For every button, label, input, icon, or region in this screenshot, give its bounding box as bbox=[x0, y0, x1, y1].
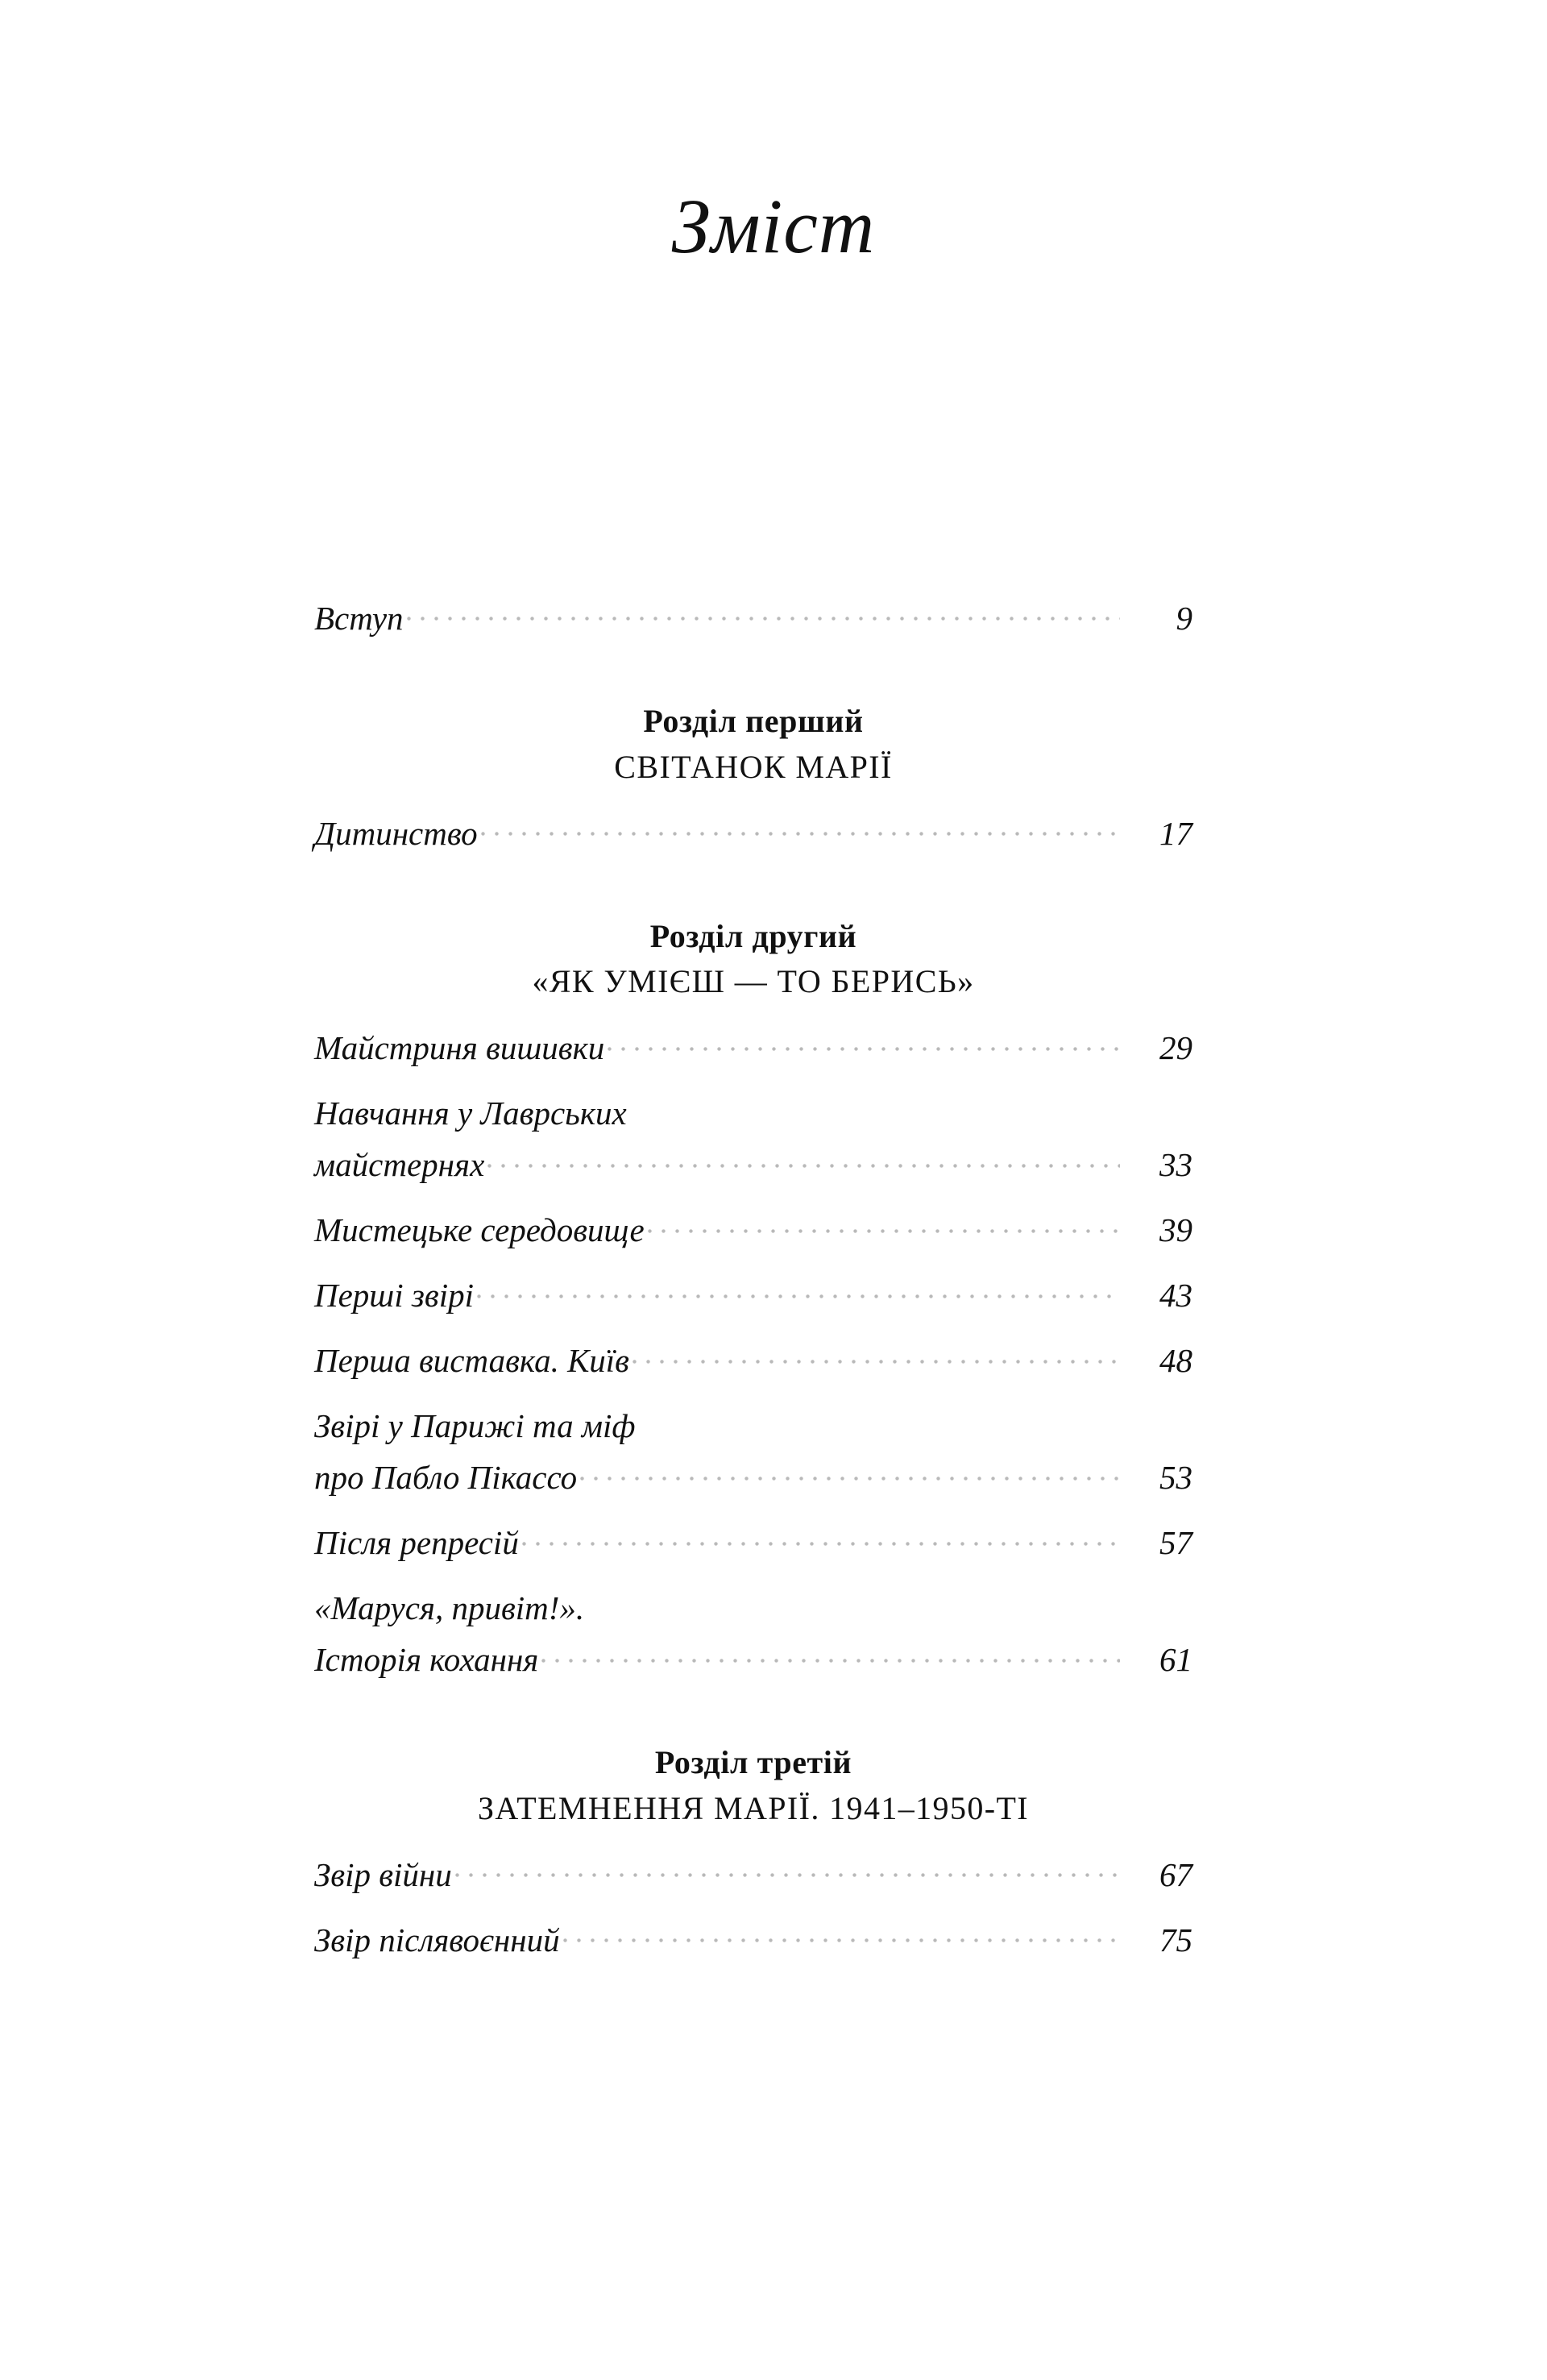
chapter-heading bbox=[314, 699, 1192, 791]
toc-entry[interactable] bbox=[314, 1638, 1192, 1679]
toc-entry-page: 67 bbox=[1159, 1855, 1192, 1893]
toc-entry-page: 43 bbox=[1159, 1277, 1192, 1315]
toc-entry[interactable] bbox=[314, 1853, 1192, 1892]
toc-section bbox=[314, 596, 1192, 635]
toc-entry[interactable] bbox=[314, 1521, 1192, 1560]
toc-entry-line[interactable] bbox=[314, 1091, 1192, 1130]
toc-entry[interactable] bbox=[314, 812, 1192, 850]
toc-entry-line[interactable] bbox=[314, 1404, 1192, 1443]
toc-entry-label: майстернях bbox=[314, 1146, 485, 1184]
dot-leader bbox=[587, 1586, 1120, 1619]
toc-entry-label: Після репресій bbox=[314, 1524, 519, 1562]
toc-entry[interactable] bbox=[314, 1456, 1192, 1497]
toc-section bbox=[314, 877, 1192, 1677]
toc-entry-page: 61 bbox=[1159, 1641, 1192, 1679]
dot-leader bbox=[407, 596, 1120, 629]
dot-leader bbox=[580, 1456, 1120, 1489]
chapter-heading bbox=[314, 914, 1192, 1006]
page-title: Зміст bbox=[671, 183, 876, 269]
toc-entry-label: Майстриня вишивки bbox=[314, 1029, 605, 1067]
dot-leader bbox=[639, 1404, 1121, 1437]
chapter-number-label: Розділ другий bbox=[649, 917, 857, 954]
dot-leader bbox=[630, 1091, 1120, 1124]
dot-leader bbox=[541, 1638, 1120, 1671]
toc-entry-page: 29 bbox=[1159, 1029, 1192, 1067]
toc-entry-label: Дитинство bbox=[314, 814, 478, 852]
chapter-heading bbox=[314, 1740, 1192, 1832]
dot-leader bbox=[481, 812, 1120, 845]
dot-leader bbox=[563, 1918, 1120, 1951]
chapter-number-label: Розділ третій bbox=[654, 1744, 852, 1781]
dot-leader bbox=[648, 1208, 1120, 1241]
toc-entry-label: Звірі у Парижі та міф bbox=[314, 1407, 636, 1445]
toc-entry-page: 33 bbox=[1159, 1146, 1192, 1184]
toc-entry-label: Історія кохання bbox=[314, 1641, 539, 1679]
toc-entry-label: Мистецьке середовище bbox=[314, 1211, 645, 1249]
toc-entry[interactable] bbox=[314, 1208, 1192, 1247]
toc-entry[interactable] bbox=[314, 1918, 1192, 1957]
toc-entry[interactable] bbox=[314, 1026, 1192, 1065]
toc-entry-page: 57 bbox=[1159, 1524, 1192, 1562]
toc-entry[interactable] bbox=[314, 1339, 1192, 1380]
dot-leader bbox=[455, 1853, 1120, 1886]
chapter-title: ЗАТЕМНЕННЯ МАРІЇ. 1941–1950-ТІ bbox=[477, 1789, 1030, 1826]
toc-entry-label: Навчання у Лаврських bbox=[314, 1094, 627, 1132]
toc-entry-label: про Пабло Пікассо bbox=[314, 1459, 578, 1497]
toc-list bbox=[314, 596, 1192, 1983]
toc-entry-page: 39 bbox=[1159, 1211, 1192, 1249]
toc-section bbox=[314, 662, 1192, 850]
toc-entry-label: Перші звірі bbox=[314, 1277, 474, 1315]
toc-entry-label: Вступ bbox=[314, 600, 404, 637]
dot-leader bbox=[608, 1026, 1120, 1059]
toc-entry-page: 75 bbox=[1159, 1921, 1192, 1958]
toc-entry-label: Перша виставка. Київ bbox=[314, 1342, 629, 1380]
dot-leader bbox=[632, 1339, 1120, 1372]
toc-entry[interactable] bbox=[314, 1143, 1192, 1182]
chapter-number-label: Розділ перший bbox=[643, 703, 864, 739]
chapter-title: СВІТАНОК МАРІЇ bbox=[614, 748, 893, 785]
toc-entry-label: Звір післявоєнний bbox=[314, 1921, 560, 1958]
toc-entry-page: 17 bbox=[1159, 814, 1192, 852]
toc-entry-label: «Маруся, привіт!». bbox=[314, 1589, 585, 1627]
toc-entry-page: 9 bbox=[1176, 600, 1192, 637]
toc-entry-label: Звір війни bbox=[314, 1855, 452, 1893]
toc-entry-page: 53 bbox=[1159, 1459, 1192, 1497]
toc-entry[interactable] bbox=[314, 596, 1192, 635]
toc-entry-page: 48 bbox=[1159, 1342, 1192, 1380]
dot-leader bbox=[477, 1273, 1120, 1306]
toc-entry[interactable] bbox=[314, 1273, 1192, 1315]
chapter-title: «ЯК УМІЄШ — ТО БЕРИСЬ» bbox=[532, 963, 975, 1000]
dot-leader bbox=[522, 1521, 1120, 1554]
toc-section bbox=[314, 1703, 1192, 1957]
toc-entry-line[interactable] bbox=[314, 1586, 1192, 1625]
dot-leader bbox=[487, 1143, 1120, 1176]
